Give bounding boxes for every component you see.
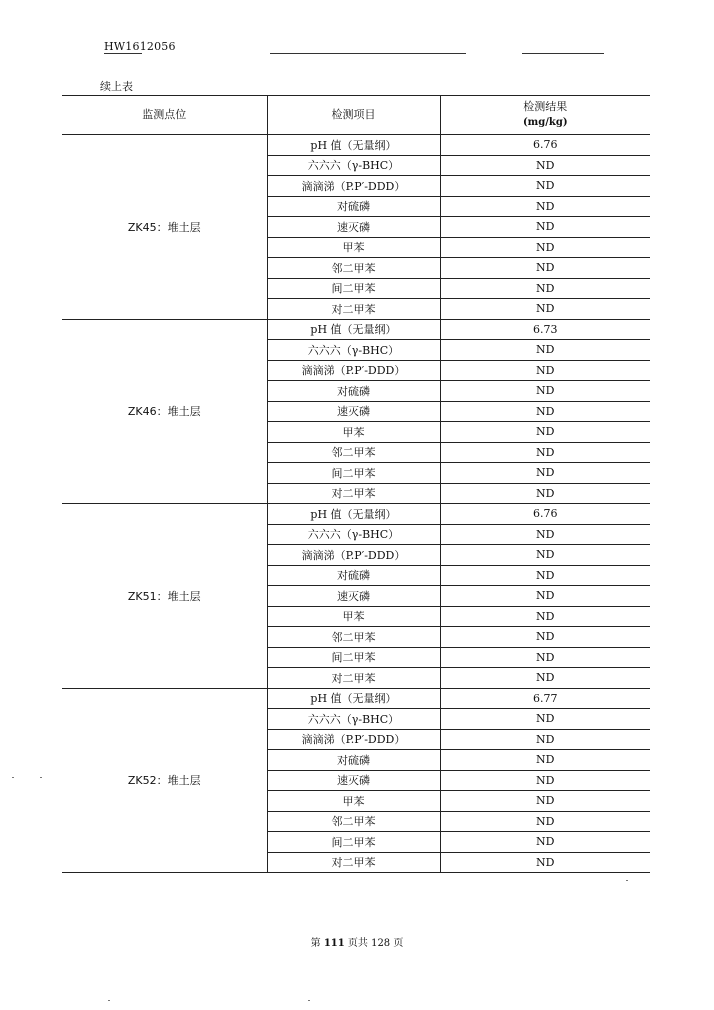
result-cell: ND <box>440 606 650 627</box>
results-table <box>62 95 650 873</box>
item-cell: 对硫磷 <box>267 565 440 586</box>
item-cell: 对二甲苯 <box>267 852 440 873</box>
item-cell: 甲苯 <box>267 237 440 258</box>
result-cell: ND <box>440 709 650 730</box>
result-cell: ND <box>440 791 650 812</box>
item-cell: 滴滴涕（P.P′-DDD） <box>267 729 440 750</box>
result-cell: ND <box>440 237 650 258</box>
result-cell: ND <box>440 545 650 566</box>
header-result <box>440 96 650 135</box>
header-rule-middle <box>270 53 466 54</box>
result-cell: ND <box>440 647 650 668</box>
result-cell: ND <box>440 811 650 832</box>
item-cell: 滴滴涕（P.P′-DDD） <box>267 176 440 197</box>
result-cell: 6.76 <box>440 135 650 156</box>
item-cell: 对二甲苯 <box>267 299 440 320</box>
item-cell: 对硫磷 <box>267 196 440 217</box>
item-cell: 六六六（γ-BHC） <box>267 709 440 730</box>
item-cell: pH 值（无量纲） <box>267 504 440 525</box>
item-cell: 滴滴涕（P.P′-DDD） <box>267 360 440 381</box>
result-cell: ND <box>440 258 650 279</box>
result-cell: 6.76 <box>440 504 650 525</box>
continued-table-label: 续上表 <box>100 80 133 93</box>
item-cell: 邻二甲苯 <box>267 627 440 648</box>
item-cell: pH 值（无量纲） <box>267 135 440 156</box>
item-cell: 甲苯 <box>267 422 440 443</box>
result-cell: ND <box>440 750 650 771</box>
footer-prefix: 第 <box>310 938 321 949</box>
table-body <box>62 135 650 873</box>
result-cell: ND <box>440 196 650 217</box>
table-row <box>62 135 650 156</box>
item-cell: 速灭磷 <box>267 217 440 238</box>
result-cell: ND <box>440 360 650 381</box>
result-cell: 6.73 <box>440 319 650 340</box>
footer-total-pages: 128 <box>371 938 391 949</box>
footer-page-number: 111 <box>323 938 345 949</box>
item-cell: pH 值（无量纲） <box>267 319 440 340</box>
result-cell: ND <box>440 586 650 607</box>
item-cell: pH 值（无量纲） <box>267 688 440 709</box>
document-id: HW1612056 <box>104 40 176 53</box>
item-cell: 速灭磷 <box>267 586 440 607</box>
item-cell: 间二甲苯 <box>267 647 440 668</box>
result-cell: ND <box>440 524 650 545</box>
scan-speck <box>40 777 42 778</box>
footer-middle: 页共 <box>347 938 368 949</box>
result-cell: ND <box>440 176 650 197</box>
result-cell: ND <box>440 832 650 853</box>
scan-speck <box>308 1000 310 1001</box>
result-cell: ND <box>440 627 650 648</box>
table-header-row <box>62 96 650 135</box>
scan-speck <box>626 880 628 881</box>
site-cell: ZK52：堆土层 <box>62 688 267 873</box>
result-cell: ND <box>440 278 650 299</box>
item-cell: 速灭磷 <box>267 401 440 422</box>
result-cell: ND <box>440 463 650 484</box>
result-cell: ND <box>440 729 650 750</box>
site-cell: ZK51：堆土层 <box>62 504 267 689</box>
table-row <box>62 688 650 709</box>
header-item: 检测项目 <box>267 96 440 135</box>
footer-suffix: 页 <box>393 938 404 949</box>
table-row <box>62 504 650 525</box>
item-cell: 对硫磷 <box>267 381 440 402</box>
result-cell: ND <box>440 155 650 176</box>
scan-speck <box>108 1000 110 1001</box>
header-site: 监测点位 <box>62 96 267 135</box>
scan-speck <box>12 777 14 778</box>
result-cell: ND <box>440 401 650 422</box>
header-result-label: 检测结果 <box>523 100 568 113</box>
header-result-unit: (mg/kg) <box>522 117 568 128</box>
item-cell: 六六六（γ-BHC） <box>267 524 440 545</box>
item-cell: 对二甲苯 <box>267 483 440 504</box>
result-cell: ND <box>440 668 650 689</box>
result-cell: 6.77 <box>440 688 650 709</box>
item-cell: 对二甲苯 <box>267 668 440 689</box>
item-cell: 间二甲苯 <box>267 463 440 484</box>
result-cell: ND <box>440 340 650 361</box>
item-cell: 甲苯 <box>267 606 440 627</box>
item-cell: 邻二甲苯 <box>267 258 440 279</box>
result-cell: ND <box>440 483 650 504</box>
item-cell: 对硫磷 <box>267 750 440 771</box>
result-cell: ND <box>440 217 650 238</box>
table-row <box>62 319 650 340</box>
page-footer <box>0 934 714 949</box>
result-cell: ND <box>440 852 650 873</box>
item-cell: 滴滴涕（P.P′-DDD） <box>267 545 440 566</box>
result-cell: ND <box>440 299 650 320</box>
item-cell: 邻二甲苯 <box>267 811 440 832</box>
item-cell: 甲苯 <box>267 791 440 812</box>
result-cell: ND <box>440 422 650 443</box>
item-cell: 邻二甲苯 <box>267 442 440 463</box>
item-cell: 速灭磷 <box>267 770 440 791</box>
item-cell: 间二甲苯 <box>267 278 440 299</box>
header-rule-right <box>522 53 604 54</box>
item-cell: 六六六（γ-BHC） <box>267 155 440 176</box>
result-cell: ND <box>440 770 650 791</box>
result-cell: ND <box>440 565 650 586</box>
item-cell: 间二甲苯 <box>267 832 440 853</box>
header-rule-left <box>104 53 142 54</box>
result-cell: ND <box>440 442 650 463</box>
site-cell: ZK46：堆土层 <box>62 319 267 504</box>
item-cell: 六六六（γ-BHC） <box>267 340 440 361</box>
site-cell: ZK45：堆土层 <box>62 135 267 320</box>
result-cell: ND <box>440 381 650 402</box>
